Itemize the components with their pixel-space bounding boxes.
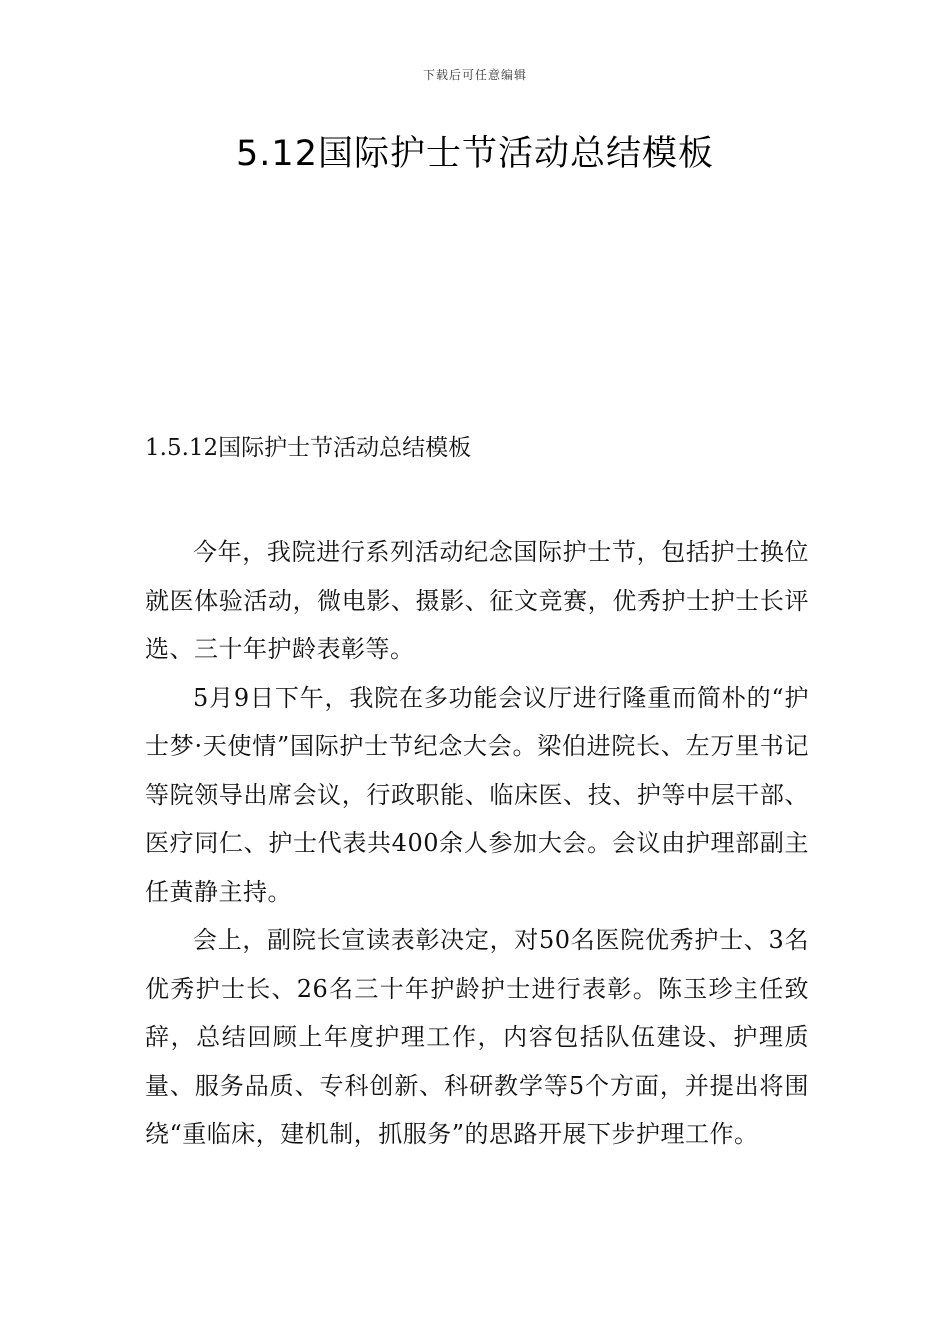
section-heading: 1.5.12国际护士节活动总结模板 — [145, 435, 472, 461]
paragraph-2: 5月9日下午，我院在多功能会议厅进行隆重而简朴的“护士梦·天使情”国际护士节纪念大会。梁伯进院长、左万里书记等院领导出席会议，行政职能、临床医、技、护等中层干部、医疗同仁、护士代表共400余人参加大会。会议由护理部副主任黄静主持。 — [145, 683, 809, 906]
paragraph-1: 今年，我院进行系列活动纪念国际护士节，包括护士换位就医体验活动，微电影、摄影、征文竞赛，优秀护士护士长评选、三十年护龄表彰等。 — [145, 538, 809, 663]
header-note: 下载后可任意编辑 — [422, 68, 527, 82]
document-body — [145, 528, 809, 1159]
document-title: 5.12国际护士节活动总结模板 — [236, 134, 714, 174]
paragraph-3: 会上，副院长宣读表彰决定，对50名医院优秀护士、3名优秀护士长、26名三十年护龄护士进行表彰。陈玉珍主任致辞，总结回顾上年度护理工作，内容包括队伍建设、护理质量、服务品质、专科创新、科研教学等5个方面，并提出将围绕“重临床，建机制，抓服务”的思路开展下步护理工作。 — [145, 926, 809, 1148]
